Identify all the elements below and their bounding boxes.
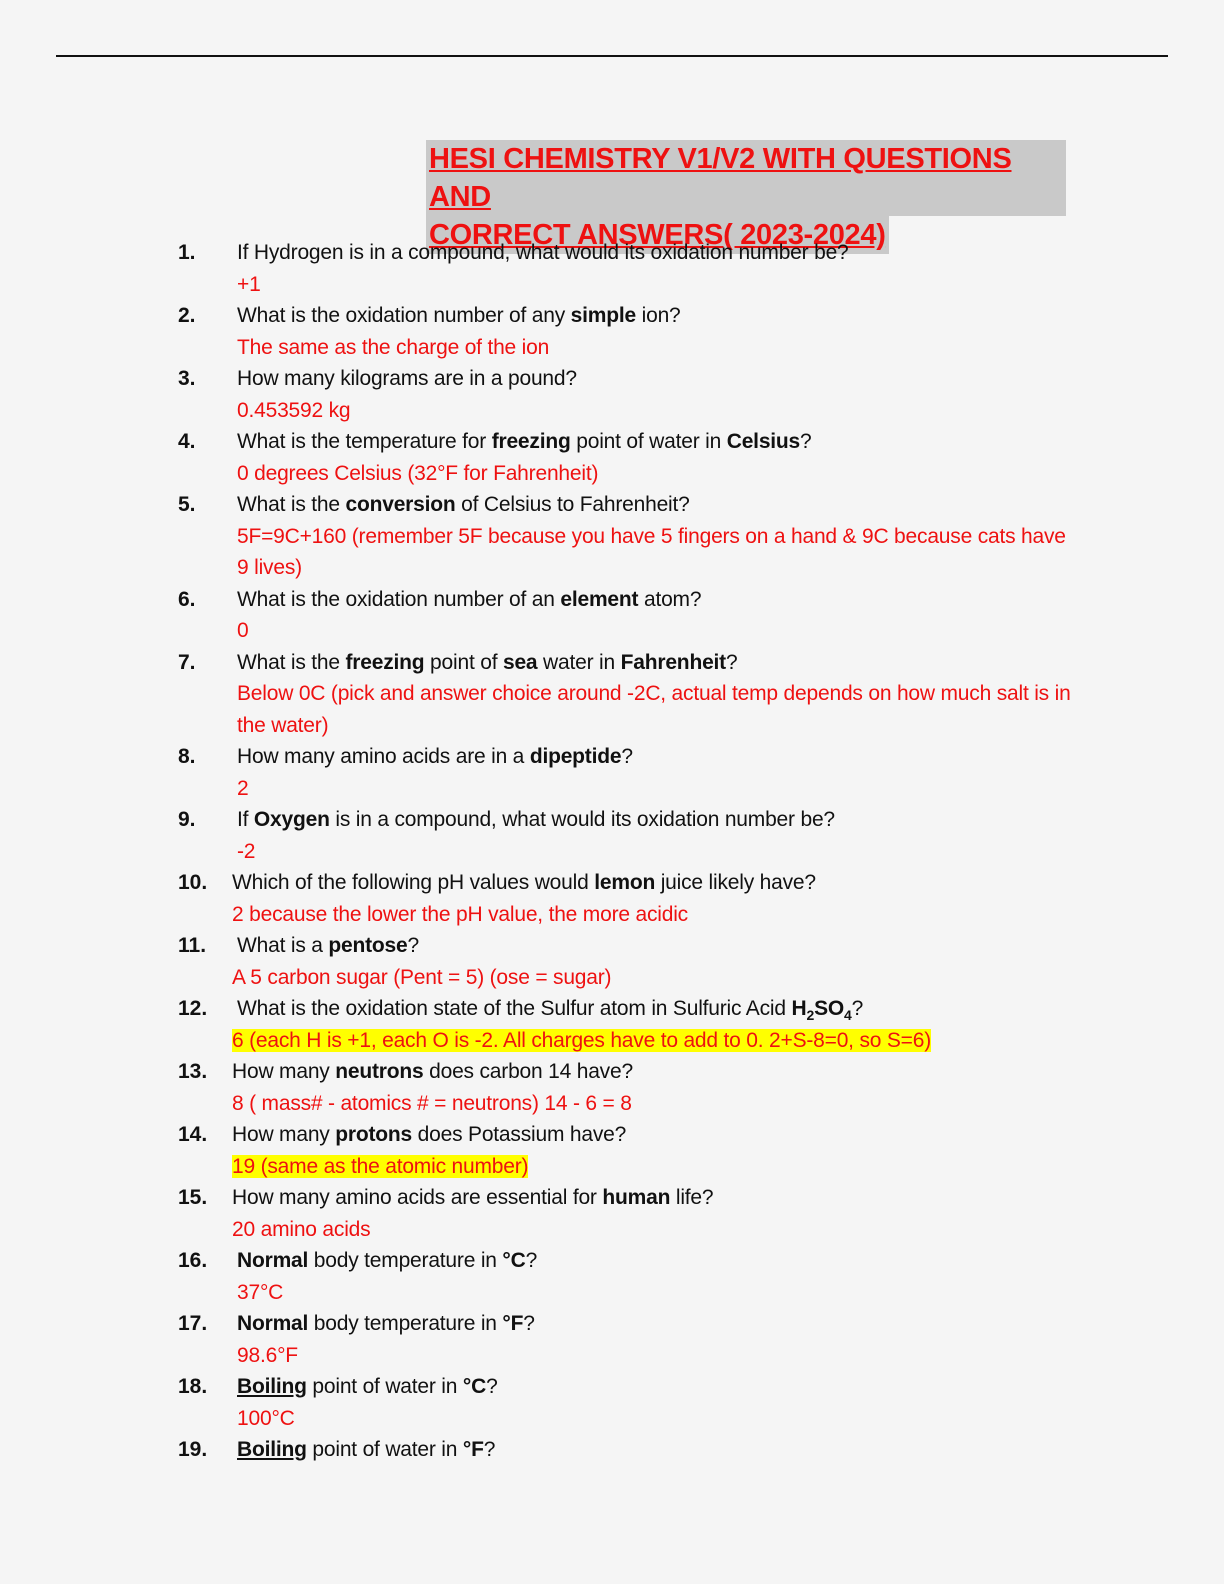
question-number: 3.: [178, 367, 196, 390]
question-text: What is the conversion of Celsius to Fahrenheit?: [237, 493, 690, 516]
answer-text: 5F=9C+160 (remember 5F because you have 5 fingers on a hand & 9C because cats have 9 lives): [237, 524, 1066, 579]
question-item-17: [0, 1308, 1224, 1371]
answer-highlight: 19 (same as the atomic number): [232, 1154, 529, 1178]
question-item-10: [0, 867, 1224, 930]
question-number: 16.: [178, 1249, 208, 1272]
question-item-7: [0, 647, 1224, 742]
question-number: 14.: [178, 1123, 208, 1146]
question-text: What is the temperature for freezing point of water in Celsius?: [237, 430, 812, 453]
question-item-15: [0, 1182, 1224, 1245]
question-item-11: [0, 930, 1224, 993]
question-number: 2.: [178, 304, 196, 327]
question-item-18: [0, 1371, 1224, 1434]
question-text: If Hydrogen is in a compound, what would its oxidation number be?: [237, 241, 849, 264]
question-number: 1.: [178, 241, 196, 264]
answer-text: 98.6°F: [237, 1343, 298, 1367]
answer-text: 8 ( mass# - atomics # = neutrons) 14 - 6 = 8: [232, 1091, 632, 1115]
question-item-19: [0, 1434, 1224, 1497]
question-item-9: [0, 804, 1224, 867]
question-text: Which of the following pH values would lemon juice likely have?: [232, 871, 816, 894]
question-text: Boiling point of water in °C?: [237, 1375, 498, 1398]
question-list: [0, 237, 1224, 1497]
answer-text: 0.453592 kg: [237, 398, 351, 422]
question-number: 7.: [178, 650, 196, 674]
question-text: What is the oxidation number of any simple ion?: [237, 304, 681, 327]
answer-text: -2: [237, 839, 256, 863]
question-text: How many kilograms are in a pound?: [237, 367, 577, 390]
question-text: Normal body temperature in °C?: [237, 1249, 538, 1272]
question-number: 12.: [178, 997, 208, 1020]
question-item-16: [0, 1245, 1224, 1308]
question-item-5: [0, 489, 1224, 584]
question-item-8: [0, 741, 1224, 804]
question-number: 15.: [178, 1186, 208, 1209]
question-text: How many amino acids are essential for human life?: [232, 1186, 714, 1209]
answer-text: 2: [237, 776, 249, 800]
question-text: How many neutrons does carbon 14 have?: [232, 1060, 633, 1083]
question-text: How many protons does Potassium have?: [232, 1123, 627, 1146]
question-number: 8.: [178, 745, 196, 768]
question-number: 17.: [178, 1312, 208, 1335]
question-item-2: [0, 300, 1224, 363]
title-line-2: CORRECT ANSWERS( 2023-2024): [426, 216, 889, 254]
question-number: 19.: [178, 1438, 208, 1461]
answer-text: 100°C: [237, 1406, 295, 1430]
question-item-4: [0, 426, 1224, 489]
question-number: 11.: [178, 934, 207, 957]
question-item-1: [0, 237, 1224, 300]
answer-text: 2 because the lower the pH value, the more acidic: [232, 902, 688, 926]
question-number: 5.: [178, 493, 196, 516]
question-number: 13.: [178, 1060, 208, 1083]
answer-text: Below 0C (pick and answer choice around -2C, actual temp depends on how much salt is in the water): [237, 682, 1071, 737]
answer-text: 20 amino acids: [232, 1217, 371, 1241]
question-number: 6.: [178, 587, 196, 611]
question-item-6: [0, 584, 1224, 647]
question-item-14: [0, 1119, 1224, 1182]
answer-text: 0 degrees Celsius (32°F for Fahrenheit): [237, 461, 599, 485]
question-number: 4.: [178, 430, 196, 453]
question-number: 10.: [178, 871, 208, 894]
question-number: 9.: [178, 808, 196, 831]
answer-highlight: 6 (each H is +1, each O is -2. All charges have to add to 0. 2+S-8=0, so S=6): [232, 1028, 932, 1052]
answer-text: The same as the charge of the ion: [237, 335, 550, 359]
question-item-13: [0, 1056, 1224, 1119]
header-rule: [56, 55, 1168, 57]
question-text: If Oxygen is in a compound, what would its oxidation number be?: [237, 808, 835, 831]
question-text: What is the oxidation state of the Sulfur atom in Sulfuric Acid $H_2SO_4$?: [237, 997, 864, 1024]
question-item-12: [0, 993, 1224, 1056]
answer-text: 0: [237, 619, 249, 642]
answer-text: +1: [237, 272, 261, 296]
answer-text: 37°C: [237, 1280, 284, 1304]
question-text: What is a pentose?: [237, 934, 419, 957]
title-line-1: HESI CHEMISTRY V1/V2 WITH QUESTIONS AND: [426, 140, 1066, 216]
question-text: What is the oxidation number of an element atom?: [237, 587, 702, 611]
question-text: What is the freezing point of sea water in Fahrenheit?: [237, 650, 738, 674]
question-text: How many amino acids are in a dipeptide?: [237, 745, 633, 768]
question-number: 18.: [178, 1375, 208, 1398]
question-item-3: [0, 363, 1224, 426]
answer-text: A 5 carbon sugar (Pent = 5) (ose = sugar): [232, 965, 612, 989]
question-text: Normal body temperature in °F?: [237, 1312, 535, 1335]
question-text: Boiling point of water in °F?: [237, 1438, 496, 1461]
